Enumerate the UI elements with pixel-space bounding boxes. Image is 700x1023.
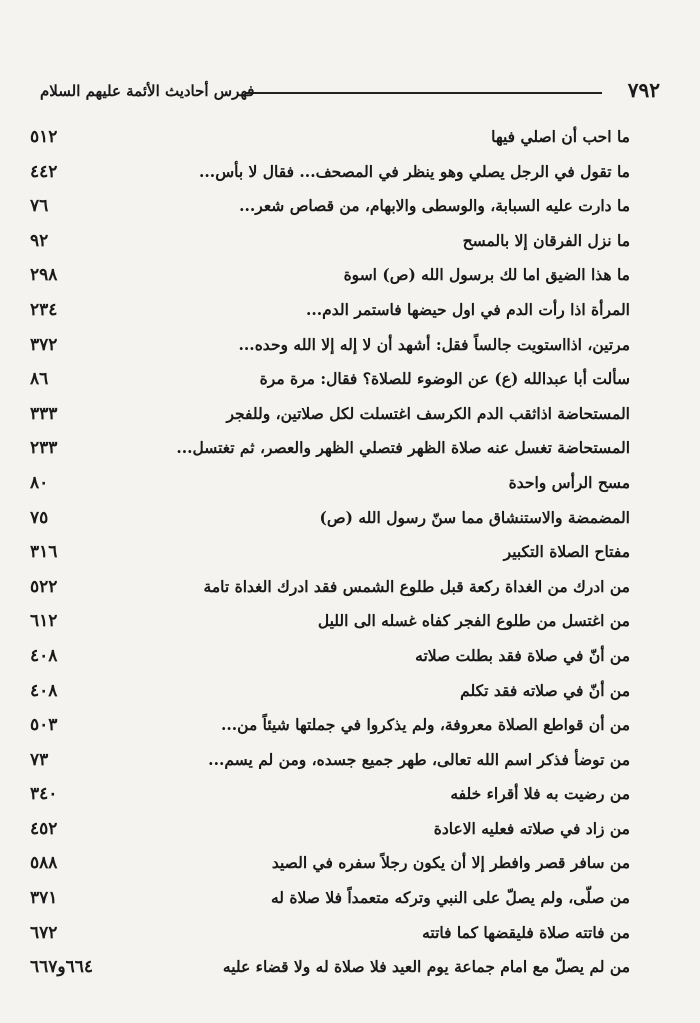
index-entry	[30, 401, 630, 436]
index-entry	[30, 505, 630, 540]
entry-text: ما نزل الفرقان إلا بالمسح	[462, 230, 630, 250]
entry-page: ٧٣	[30, 749, 49, 770]
entry-page: ٥٨٨	[30, 853, 58, 874]
entry-page: ٤٠٨	[30, 680, 58, 701]
index-entry	[30, 297, 630, 332]
entry-text: سألت أبا عبدالله (ع) عن الوضوء للصلاة؟ فقال: مرة مرة	[259, 369, 630, 389]
entry-page: ٤٠٨	[30, 645, 58, 666]
entry-page: ٢٩٨	[30, 265, 58, 286]
entry-text: من رضيت به فلا أقراء خلفه	[450, 784, 630, 804]
page-number: ٧٩٢	[627, 78, 660, 102]
index-entry	[30, 781, 630, 816]
entry-page: ٦١٢	[30, 611, 58, 632]
index-entry	[30, 470, 630, 505]
index-entry	[30, 920, 630, 955]
index-entry	[30, 366, 630, 401]
entry-page: ٦٦٤و٦٦٧	[30, 957, 94, 978]
entry-text: ما دارت عليه السبابة، والوسطى والابهام، من قصاص شعر...	[239, 196, 630, 216]
index-entry	[30, 435, 630, 470]
entry-page: ٤٤٢	[30, 161, 58, 182]
entry-page: ٥٠٣	[30, 715, 58, 736]
entry-text: مرتين، اذااستويت جالساً فقل: أشهد أن لا إله إلا الله وحده...	[238, 334, 630, 354]
entry-page: ٩٢	[30, 230, 49, 251]
entry-text: المستحاضة تغسل عنه صلاة الظهر فتصلي الظهر والعصر، ثم تغتسل...	[176, 438, 630, 458]
index-entry	[30, 850, 630, 885]
entry-text: من زاد في صلاته فعليه الاعادة	[433, 818, 630, 838]
index-list	[30, 124, 630, 989]
entry-page: ٥١٢	[30, 127, 58, 147]
index-entry	[30, 262, 630, 297]
entry-text: من صلّى، ولم يصلّ على النبي وتركه متعمداً فلا صلاة له	[270, 888, 630, 908]
entry-page: ٣٤٠	[30, 784, 58, 805]
entry-page: ٣١٦	[30, 542, 58, 563]
header-rule	[245, 92, 602, 94]
entry-text: من أنّ في صلاة فقد بطلت صلاته	[415, 645, 630, 665]
page-header	[40, 78, 660, 104]
index-entry	[30, 747, 630, 782]
entry-text: مسح الرأس واحدة	[508, 472, 630, 492]
running-title: فهرس أحاديث الأئمة عليهم السلام	[40, 82, 255, 100]
index-entry	[30, 124, 630, 159]
index-entry	[30, 193, 630, 228]
entry-page: ٦٧٢	[30, 922, 58, 943]
entry-page: ٢٣٣	[30, 438, 58, 459]
entry-page: ٣٧٢	[30, 334, 58, 355]
entry-page: ٣٣٣	[30, 403, 58, 424]
index-entry	[30, 228, 630, 263]
entry-page: ٧٥	[30, 507, 49, 528]
entry-text: المستحاضة اذاثقب الدم الكرسف اغتسلت لكل صلاتين، وللفجر	[226, 403, 630, 423]
index-entry	[30, 816, 630, 851]
index-entry	[30, 539, 630, 574]
index-entry	[30, 574, 630, 609]
index-entry	[30, 643, 630, 678]
entry-page: ٢٣٤	[30, 299, 58, 320]
entry-text: المرأة اذا رأت الدم في اول حيضها فاستمر الدم...	[305, 299, 630, 319]
entry-page: ٨٠	[30, 472, 49, 493]
entry-text: من اغتسل من طلوع الفجر كفاه غسله الى الليل	[317, 611, 630, 631]
entry-page: ٥٢٢	[30, 576, 58, 597]
entry-text: ما احب أن اصلي فيها	[491, 127, 630, 146]
entry-page: ٧٦	[30, 196, 49, 217]
index-entry	[30, 678, 630, 713]
entry-text: من ادرك من الغداة ركعة قبل طلوع الشمس فقد ادرك الغداة تامة	[203, 576, 630, 596]
entry-text: من أنّ في صلاته فقد تكلم	[460, 680, 630, 700]
index-entry	[30, 608, 630, 643]
entry-text: ما هذا الضيق اما لك برسول الله (ص) اسوة	[343, 265, 630, 285]
entry-page: ٤٥٢	[30, 818, 58, 839]
index-entry	[30, 885, 630, 920]
index-entry	[30, 332, 630, 367]
entry-page: ٣٧١	[30, 888, 58, 909]
index-entry	[30, 159, 630, 194]
entry-text: من توضأ فذكر اسم الله تعالى، طهر جميع جسده، ومن لم يسم...	[208, 749, 630, 769]
entry-text: من لم يصلّ مع امام جماعة يوم العيد فلا صلاة له ولا قضاء عليه	[222, 957, 630, 977]
entry-text: المضمضة والاستنشاق مما سنّ رسول الله (ص)	[319, 507, 630, 527]
index-entry	[30, 954, 630, 989]
entry-text: من سافر قصر وافطر إلا أن يكون رجلاً سفره في الصيد	[271, 853, 630, 873]
entry-text: من فاتته صلاة فليقضها كما فاتته	[422, 922, 630, 942]
entry-text: مفتاح الصلاة التكبير	[503, 542, 630, 562]
entry-page: ٨٦	[30, 369, 49, 390]
entry-text: ما تقول في الرجل يصلي وهو ينظر في المصحف... فقال لا بأس...	[199, 161, 630, 181]
entry-text: من أن قواطع الصلاة معروفة، ولم يذكروا في جملتها شيئاً من...	[220, 715, 630, 735]
index-entry	[30, 712, 630, 747]
